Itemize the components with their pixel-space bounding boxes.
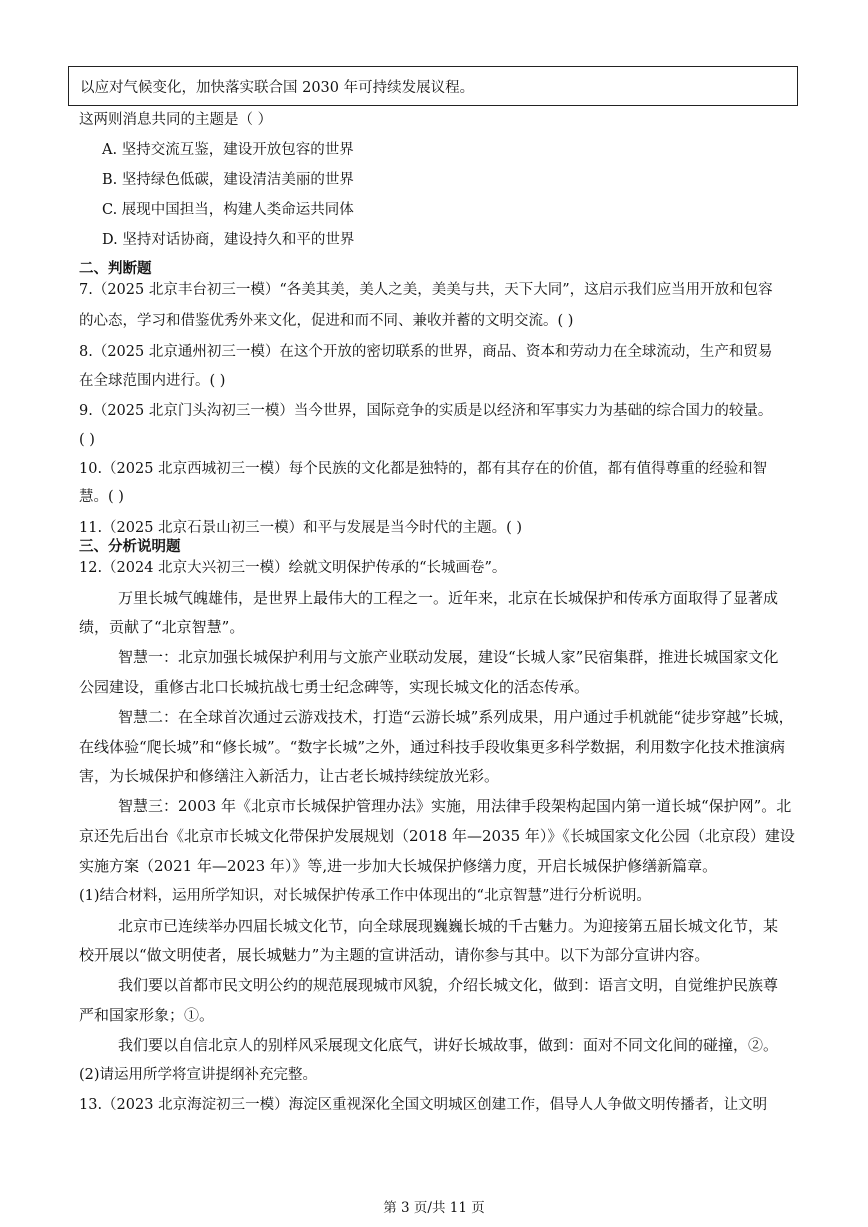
q12-material-line: 万里长城气魄雄伟，是世界上最伟大的工程之一。近年来，北京在长城保护和传承方面取得了显著成 [118, 589, 779, 607]
q12-material2-line: 我们要以自信北京人的别样风采展现文化底气，讲好长城故事，做到：面对不同文化间的碰撞，②。 [118, 1036, 779, 1054]
q12-material-line: 实施方案（2021 年—2023 年）》等,进一步加大长城保护修缮力度，开启长城保护修缮新篇章。 [79, 857, 718, 875]
q10-line-1: 10.（2025 北京西城初三一模）每个民族的文化都是独特的，都有其存在的价值，都有值得尊重的经验和智 [79, 461, 768, 477]
option-a: A. 坚持交流互鉴，建设开放包容的世界 [102, 142, 354, 158]
q12-subquestion-2: (2)请运用所学将宣讲提纲补充完整。 [79, 1067, 318, 1083]
page-number-footer: 第 3 页/共 11 页 [383, 1200, 485, 1216]
section-title-judgment: 二、判断题 [79, 260, 152, 277]
q9-line-2: ( ) [79, 432, 95, 448]
q12-material2-line: 北京市已连续举办四届长城文化节，向全球展现巍巍长城的千古魅力。为迎接第五届长城文化节，某 [118, 917, 779, 935]
q7-line-2: 的心态，学习和借鉴优秀外来文化，促进和而不同、兼收并蓄的文明交流。( ) [79, 313, 574, 329]
q8-line-2: 在全球范围内进行。( ) [79, 373, 226, 389]
q12-subquestion-1: (1)结合材料，运用所学知识，对长城保护传承工作中体现出的“北京智慧”进行分析说明。 [79, 888, 651, 904]
material-box [68, 66, 798, 106]
option-d: D. 坚持对话协商，建设持久和平的世界 [102, 232, 355, 248]
q12-material-line: 公园建设，重修古北口长城抗战七勇士纪念碑等，实现长城文化的活态传承。 [79, 678, 590, 696]
q10-line-2: 慧。( ) [79, 489, 124, 505]
q12-stem: 12.（2024 北京大兴初三一模）绘就文明保护传承的“长城画卷”。 [79, 560, 507, 576]
material-box-text: 以应对气候变化，加快落实联合国 2030 年可持续发展议程。 [80, 80, 475, 96]
q12-material-line: 智慧二：在全球首次通过云游戏技术，打造“云游长城”系列成果，用户通过手机就能“徒步穿越”长城， [118, 708, 794, 726]
q7-line-1: 7.（2025 北京丰台初三一模）“各美其美，美人之美，美美与共，天下大同”，这启示我们应当用开放和包容 [79, 282, 773, 298]
q11: 11.（2025 北京石景山初三一模）和平与发展是当今时代的主题。( ) [79, 520, 522, 536]
q12-material2-line: 校开展以“做文明使者，展长城魅力”为主题的宣讲活动，请你参与其中。以下为部分宣讲内容。 [79, 946, 710, 964]
question-stem: 这两则消息共同的主题是（ ） [79, 112, 273, 128]
q12-material-line: 害，为长城保护和修缮注入新活力，让古老长城持续绽放光彩。 [79, 767, 500, 785]
q8-line-1: 8.（2025 北京通州初三一模）在这个开放的密切联系的世界，商品、资本和劳动力在全球流动，生产和贸易 [79, 344, 773, 360]
section-title-analysis: 三、分析说明题 [79, 538, 181, 555]
q12-material2-line: 我们要以首都市民文明公约的规范展现城市风貌，介绍长城文化，做到：语言文明，自觉维护民族尊 [118, 976, 779, 994]
q12-material-line: 绩，贡献了“北京智慧”。 [79, 618, 245, 636]
q9-line-1: 9.（2025 北京门头沟初三一模）当今世界，国际竞争的实质是以经济和军事实力为基础的综合国力的较量。 [79, 403, 773, 419]
q12-material-line: 智慧三：2003 年《北京市长城保护管理办法》实施，用法律手段架构起国内第一道长城“保护网”。北 [118, 797, 792, 815]
option-c: C. 展现中国担当，构建人类命运共同体 [102, 202, 354, 218]
option-b: B. 坚持绿色低碳，建设清洁美丽的世界 [102, 172, 354, 188]
q12-material-line: 京还先后出台《北京市长城文化带保护发展规划（2018 年—2035 年）》《长城国家文化公园（北京段）建设 [79, 827, 795, 845]
q12-material-line: 智慧一：北京加强长城保护利用与文旅产业联动发展，建设“长城人家”民宿集群，推进长城国家文化 [118, 648, 779, 666]
q12-material2-line: 严和国家形象；①。 [79, 1006, 215, 1024]
q13-line-1: 13.（2023 北京海淀初三一模）海淀区重视深化全国文明城区创建工作，倡导人人争做文明传播者，让文明 [79, 1097, 768, 1113]
q12-material-line: 在线体验“爬长城”和“修长城”。“数字长城”之外，通过科技手段收集更多科学数据，利用数字化技术推演病 [79, 738, 786, 756]
